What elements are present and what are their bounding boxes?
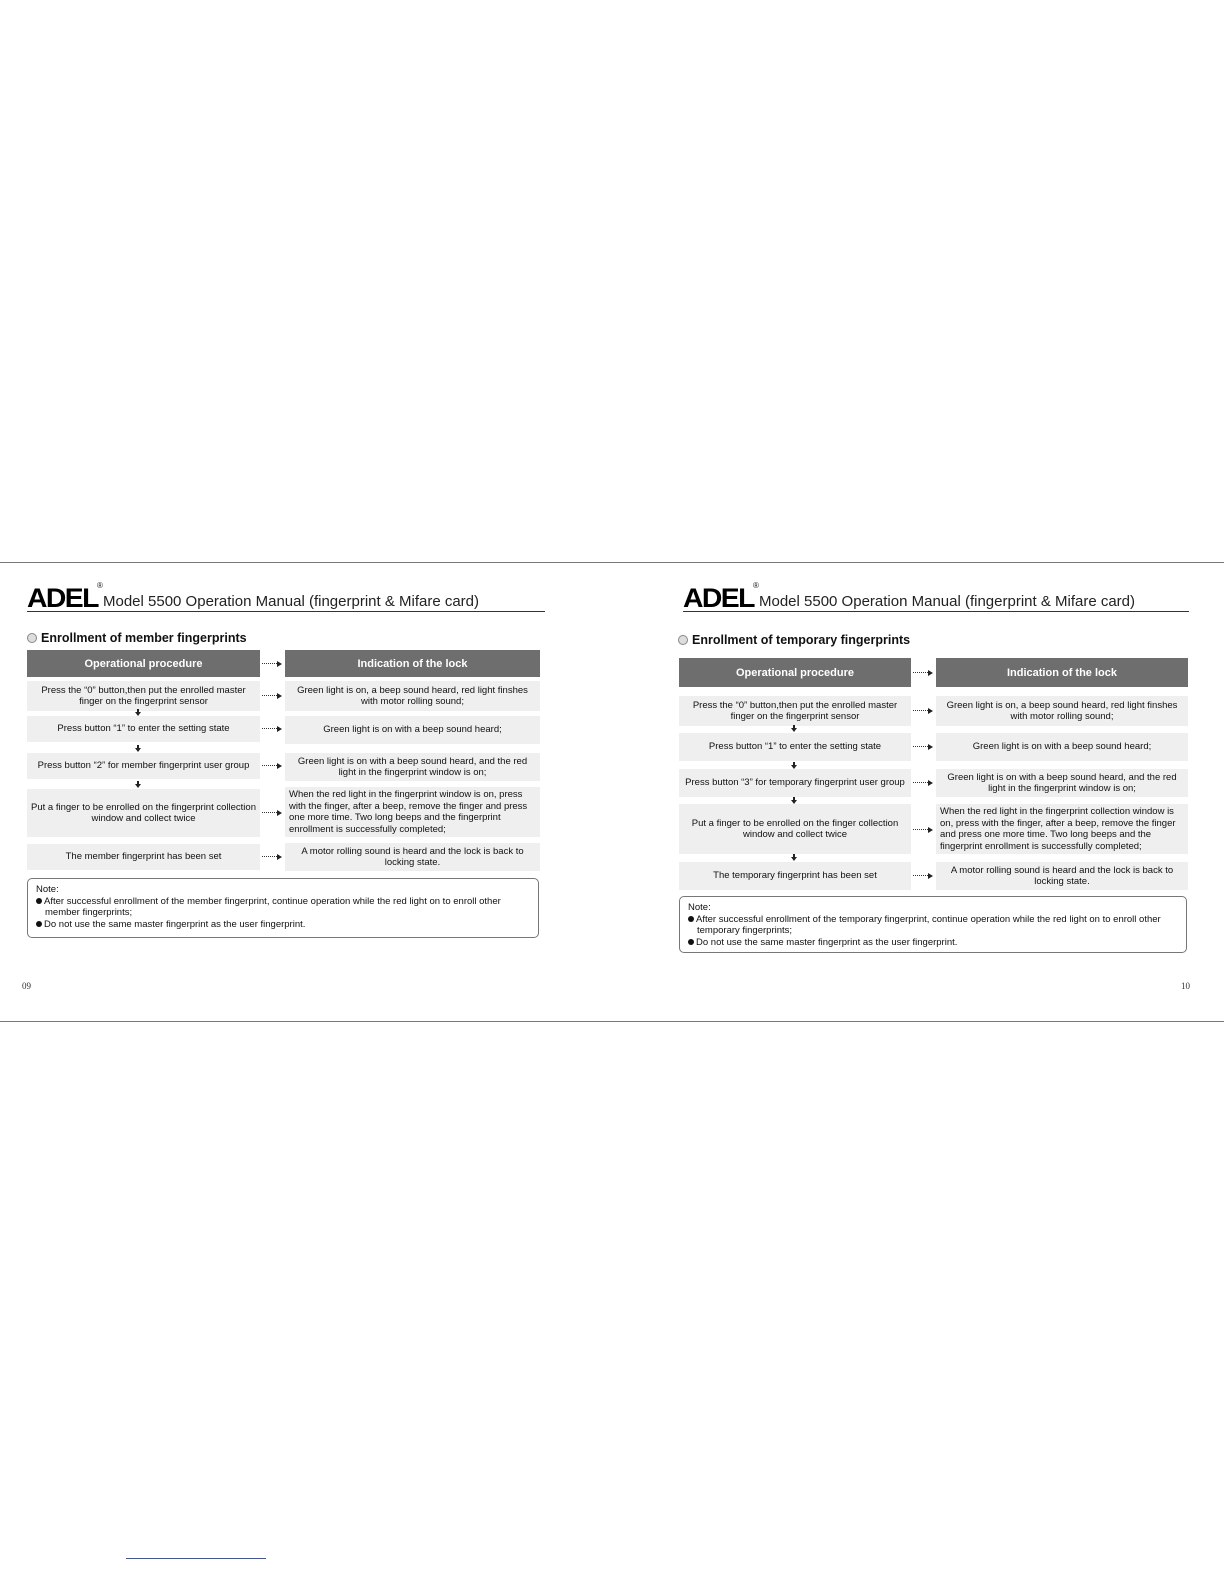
brand-logo: ADEL bbox=[27, 583, 98, 613]
bullet-dot-icon bbox=[688, 916, 694, 922]
arrow-down-icon bbox=[791, 797, 797, 804]
procedure-step-4: Put a finger to be enrolled on the fingerprint collection window and collect twice bbox=[27, 789, 260, 837]
arrow-right-icon bbox=[913, 670, 933, 676]
indication-step-2: Green light is on with a beep sound heard; bbox=[936, 733, 1188, 761]
procedure-step-2: Press button “1” to enter the setting state bbox=[27, 716, 260, 742]
registered-mark: ® bbox=[97, 581, 103, 590]
page-number: 10 bbox=[1181, 981, 1190, 991]
note-item: After successful enrollment of the member fingerprint, continue operation while the red light on to enroll other bbox=[36, 896, 530, 908]
column-header-indication: Indication of the lock bbox=[936, 658, 1188, 687]
indication-step-5: A motor rolling sound is heard and the lock is back to locking state. bbox=[936, 862, 1188, 890]
note-item: Do not use the same master fingerprint as the user fingerprint. bbox=[36, 919, 530, 931]
section-title: Enrollment of temporary fingerprints bbox=[678, 633, 910, 647]
manual-spread bbox=[0, 562, 1224, 1022]
arrow-down-icon bbox=[791, 854, 797, 861]
column-header-procedure: Operational procedure bbox=[679, 658, 911, 687]
arrow-right-icon bbox=[262, 810, 282, 816]
circle-bullet-icon bbox=[678, 635, 688, 645]
indication-step-1: Green light is on, a beep sound heard, red light finshes with motor rolling sound; bbox=[285, 681, 540, 711]
indication-step-4: When the red light in the fingerprint window is on, press with the finger, after a beep, remove the finger and press one more time. Two long beeps and the fingerprint enrollment is successfully completed; bbox=[285, 787, 540, 837]
manual-title: Model 5500 Operation Manual (fingerprint & Mifare card) bbox=[759, 593, 1136, 610]
registered-mark: ® bbox=[753, 581, 759, 590]
arrow-right-icon bbox=[913, 827, 933, 833]
bullet-dot-icon bbox=[36, 898, 42, 904]
bullet-dot-icon bbox=[688, 939, 694, 945]
section-title: Enrollment of member fingerprints bbox=[27, 631, 247, 645]
indication-step-2: Green light is on with a beep sound heard; bbox=[285, 716, 540, 744]
bullet-dot-icon bbox=[36, 921, 42, 927]
arrow-right-icon bbox=[262, 661, 282, 667]
arrow-down-icon bbox=[135, 781, 141, 788]
note-item: After successful enrollment of the temporary fingerprint, continue operation while the red light on to enroll other bbox=[688, 914, 1178, 926]
indication-step-3: Green light is on with a beep sound heard, and the red light in the fingerprint window is on; bbox=[936, 769, 1188, 797]
procedure-step-2: Press button “1” to enter the setting state bbox=[679, 733, 911, 761]
procedure-step-5: The member fingerprint has been set bbox=[27, 844, 260, 870]
arrow-right-icon bbox=[913, 873, 933, 879]
indication-step-5: A motor rolling sound is heard and the lock is back to locking state. bbox=[285, 843, 540, 871]
note-item: Do not use the same master fingerprint as the user fingerprint. bbox=[688, 937, 1178, 949]
arrow-down-icon bbox=[135, 745, 141, 752]
arrow-right-icon bbox=[262, 726, 282, 732]
procedure-step-5: The temporary fingerprint has been set bbox=[679, 862, 911, 890]
note-label: Note: bbox=[36, 884, 59, 895]
arrow-right-icon bbox=[913, 744, 933, 750]
arrow-down-icon bbox=[135, 709, 141, 716]
arrow-down-icon bbox=[791, 725, 797, 732]
manual-title: Model 5500 Operation Manual (fingerprint & Mifare card) bbox=[103, 593, 480, 610]
procedure-step-1: Press the “0” button,then put the enrolled master finger on the fingerprint sensor bbox=[679, 696, 911, 726]
indication-step-1: Green light is on, a beep sound heard, red light finshes with motor rolling sound; bbox=[936, 696, 1188, 726]
column-header-indication: Indication of the lock bbox=[285, 650, 540, 677]
note-label: Note: bbox=[688, 902, 711, 913]
note-item-continued: member fingerprints; bbox=[45, 907, 133, 918]
arrow-right-icon bbox=[913, 780, 933, 786]
note-box bbox=[679, 896, 1187, 953]
arrow-down-icon bbox=[791, 762, 797, 769]
arrow-right-icon bbox=[262, 854, 282, 860]
page-header bbox=[27, 581, 545, 613]
procedure-step-4: Put a finger to be enrolled on the finger collection window and collect twice bbox=[679, 804, 911, 854]
circle-bullet-icon bbox=[27, 633, 37, 643]
note-item-continued: temporary fingerprints; bbox=[697, 925, 793, 936]
arrow-right-icon bbox=[913, 708, 933, 714]
link-underline bbox=[126, 1558, 266, 1559]
arrow-right-icon bbox=[262, 763, 282, 769]
page-header bbox=[683, 581, 1189, 613]
indication-step-4: When the red light in the fingerprint collection window is on, press with the finger, after a beep, remove the finger and press one more time. Two long beeps and the fingerprint enrollment is successfully completed; bbox=[936, 804, 1188, 854]
page-number: 09 bbox=[22, 981, 31, 991]
page-left bbox=[22, 563, 545, 1023]
procedure-step-3: Press button “3” for temporary fingerprint user group bbox=[679, 769, 911, 797]
procedure-step-1: Press the “0” button,then put the enrolled master finger on the fingerprint sensor bbox=[27, 681, 260, 711]
page-right bbox=[683, 563, 1198, 1023]
arrow-right-icon bbox=[262, 693, 282, 699]
brand-logo: ADEL bbox=[683, 583, 754, 613]
note-box bbox=[27, 878, 539, 938]
indication-step-3: Green light is on with a beep sound heard, and the red light in the fingerprint window is on; bbox=[285, 753, 540, 781]
column-header-procedure: Operational procedure bbox=[27, 650, 260, 677]
procedure-step-3: Press button “2” for member fingerprint user group bbox=[27, 753, 260, 779]
